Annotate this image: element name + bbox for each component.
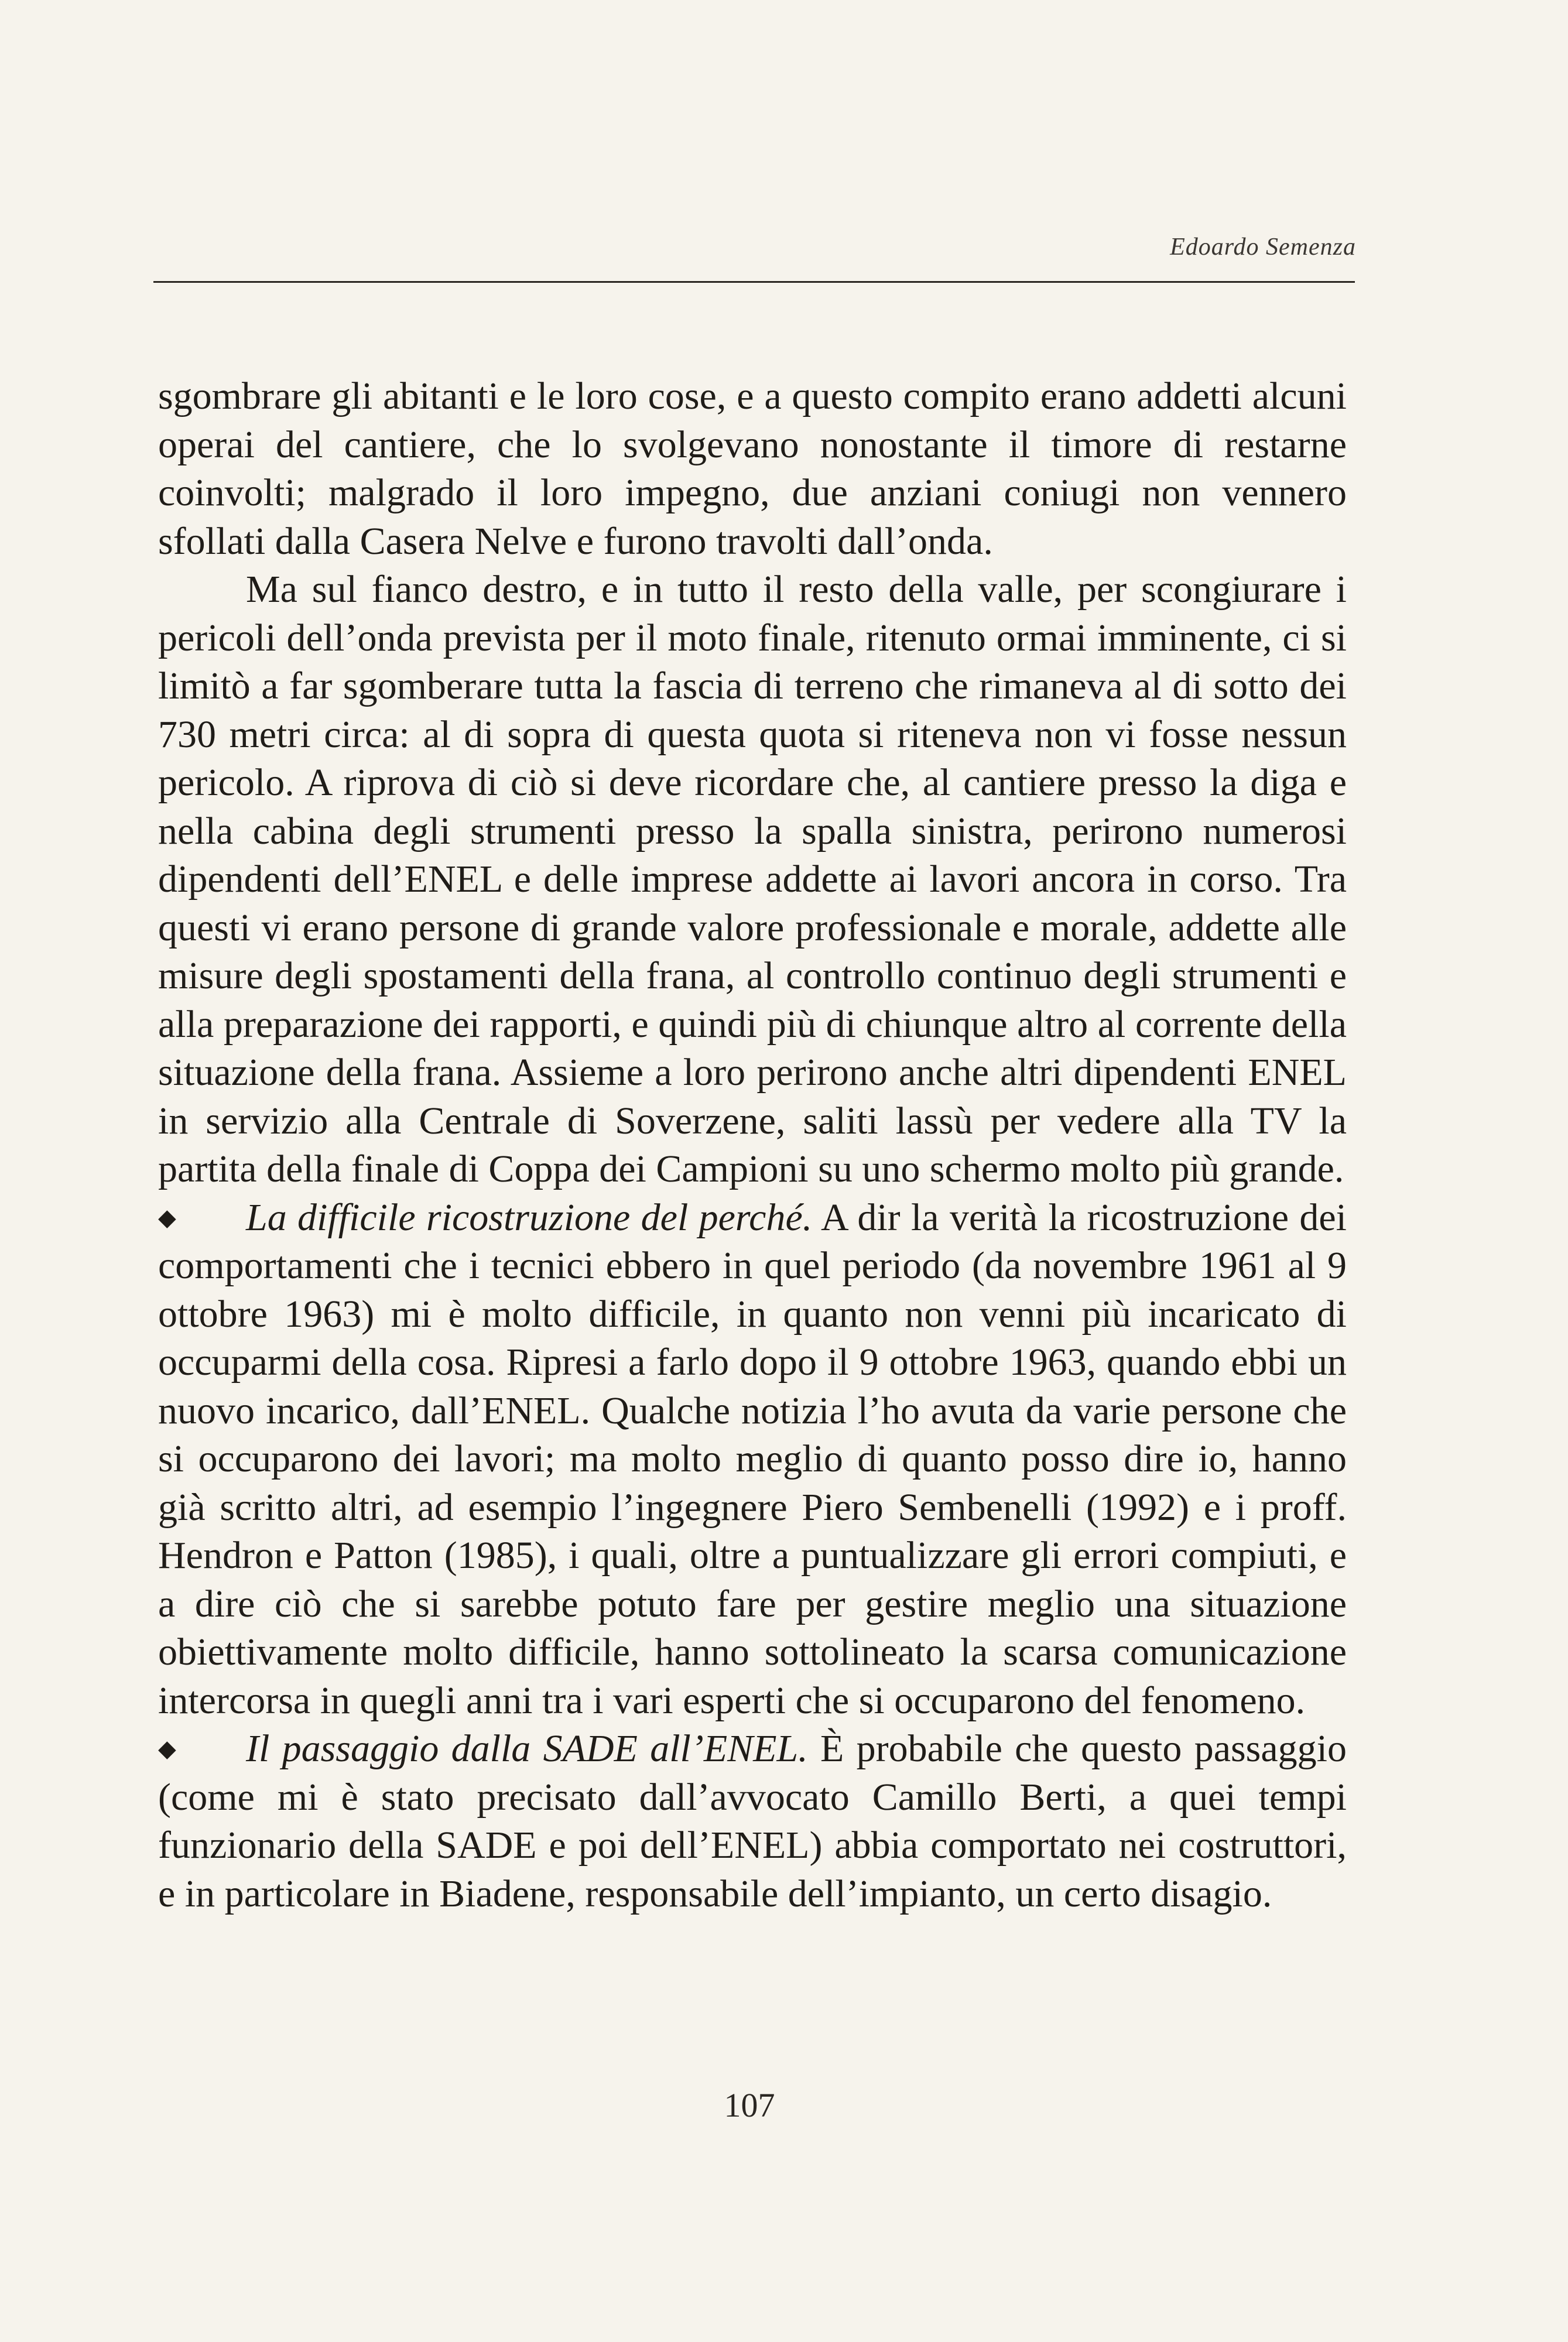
- paragraph-text: Ma sul fianco destro, e in tutto il resto della valle, per scongiurare i pericoli dell’onda prevista per il moto finale, ritenuto ormai imminente, ci si limitò a far sgomberare tutta la fascia di terreno che rimaneva al di sotto dei 730 metri circa: al di sopra di questa quota si riteneva non vi fosse nessun pericolo. A riprova di ciò si deve ricordare che, al cantiere presso la diga e nella cabina degli strumenti presso la spalla sinistra, perirono numerosi dipendenti dell’ENEL e delle imprese addette ai lavori ancora in corso. Tra questi vi erano persone di grande valore professionale e morale, addette alle misure degli spostamenti della frana, al controllo continuo degli strumenti e alla preparazione dei rapporti, e quindi più di chiunque altro al corrente della situazione della frana. Assieme a loro perirono anche altri dipendenti ENEL in servizio alla Centrale di Soverzene, saliti lassù per vedere alla TV la partita della finale di Coppa dei Campioni su uno schermo molto più grande.: [158, 568, 1347, 1190]
- section-lead-in: Il passaggio dalla SADE all’ENEL.: [246, 1727, 808, 1770]
- paragraph-text: È probabile che questo passaggio (come mi è stato precisato dall’avvocato Camillo Berti, a quei tempi funzionario della SADE e poi dell’ENEL) abbia comportato nei costruttori, e in particolare in Biadene, responsabile dell’impianto, un certo disagio.: [158, 1727, 1347, 1915]
- section-paragraph-ricostruzione: [158, 1194, 1347, 1725]
- header-rule: [153, 281, 1355, 283]
- diamond-bullet-icon: ◆: [158, 1204, 176, 1231]
- paragraph: [158, 566, 1347, 1194]
- body-text: [158, 372, 1347, 1918]
- diamond-bullet-icon: ◆: [158, 1735, 176, 1762]
- section-lead-in: La difficile ricostruzione del perché.: [246, 1196, 813, 1239]
- paragraph-text: A dir la verità la ricostruzione dei comportamenti che i tecnici ebbero in quel periodo (da novembre 1961 al 9 ottobre 1963) mi è molto difficile, in quanto non venni più incaricato di occuparmi della cosa. Ripresi a farlo dopo il 9 ottobre 1963, quando ebbi un nuovo incarico, dall’ENEL. Qualche notizia l’ho avuta da varie persone che si occuparono dei lavori; ma molto meglio di quanto posso dire io, hanno già scritto altri, ad esempio l’ingegnere Piero Sembenelli (1992) e i proff. Hendron e Patton (1985), i quali, oltre a puntualizzare gli errori compiuti, e a dire ciò che si sarebbe potuto fare per gestire meglio una situazione obiettivamente molto difficile, hanno sottolineato la scarsa comunicazione intercorsa in quegli anni tra i vari esperti che si occuparono del fenomeno.: [158, 1196, 1347, 1722]
- paragraph-continued: [158, 372, 1347, 566]
- page-number: 107: [724, 2086, 775, 2124]
- running-header: Edoardo Semenza: [1170, 234, 1356, 261]
- section-paragraph-passaggio: [158, 1725, 1347, 1918]
- paragraph-text: sgombrare gli abitanti e le loro cose, e a questo compito erano addetti alcuni operai del cantiere, che lo svolgevano nonostante il timore di restarne coinvolti; malgrado il loro impegno, due anziani coniugi non vennero sfollati dalla Casera Nelve e furono travolti dall’onda.: [158, 375, 1347, 563]
